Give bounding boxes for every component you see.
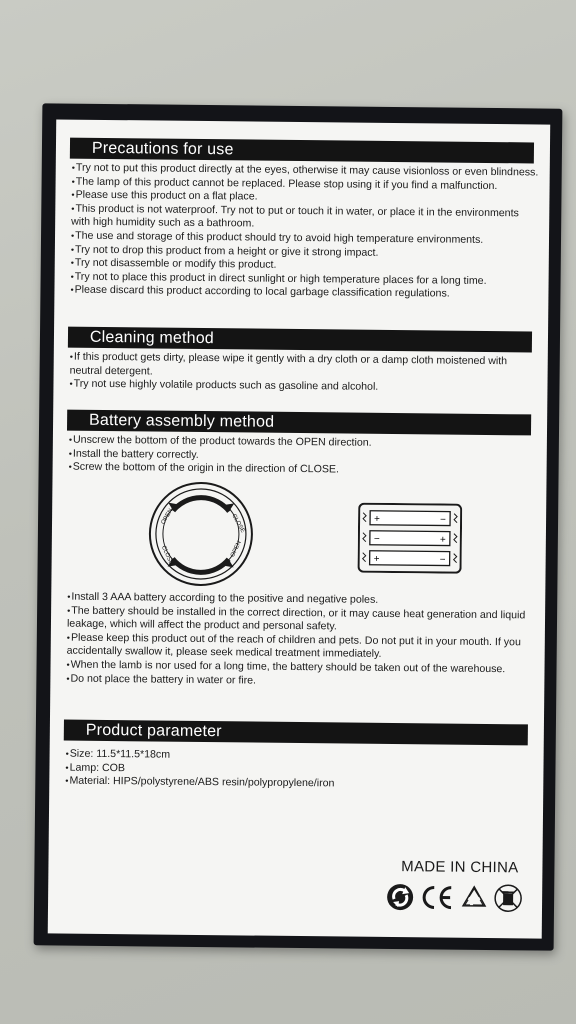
svg-text:−: − [439,554,446,566]
list-item: • Try not use highly volatile products such as gasoline and alcohol. [69,378,537,396]
recycle-circle-icon [386,883,414,911]
list-item: • Material: HIPS/polystyrene/ABS resin/polypropylene/iron [65,775,533,793]
svg-text:+: + [439,534,446,546]
svg-text:−: − [373,533,380,545]
certification-icons [386,883,522,912]
parameters-heading: Product parameter [64,720,528,746]
list-item: • The lamp of this product cannot be replaced. Please stop using it if you find a malfunction. [72,175,540,193]
battery-notes [66,591,541,691]
cleaning-heading: Cleaning method [68,327,532,353]
battery-steps [69,434,537,480]
list-item: • Try not to place this product in direct sunlight or high temperature places for a long time. [71,270,539,288]
list-item: • Install 3 AAA battery according to the positive and negative poles. [67,591,541,610]
weee-bin-icon [494,884,522,912]
list-item: • Try not to put this product directly at the eyes, otherwise it may cause visionloss or even blindness. [72,162,540,180]
cleaning-list [69,351,537,397]
dial-label: OPEN [160,507,175,526]
list-item: • Screw the bottom of the origin in the direction of CLOSE. [69,461,537,479]
dial-label: CLOSE [159,544,174,566]
recycle-triangle-icon [460,884,488,912]
battery-cover-dial-diagram [147,480,254,587]
list-item: • Please discard this product according to local garbage classification regulations. [70,284,538,302]
list-item: • When the lamb is nor used for a long time, the battery should be taken out of the warehouse. [66,659,540,678]
list-item: • Size: 11.5*11.5*18cm [66,748,534,766]
list-item: • The use and storage of this product should try to avoid high temperature environments. [71,230,539,248]
ce-mark-icon [420,883,454,911]
battery-compartment-diagram [358,503,463,574]
label-panel [48,119,550,938]
list-item: • Install the battery correctly. [69,447,537,465]
dial-label: OPEN [230,540,243,559]
battery-heading: Battery assembly method [67,410,531,436]
svg-text:+: + [373,553,380,565]
list-item: • Please keep this product out of the reach of children and pets. Do not put it in your mouth. If you accidentally swallow it, please seek medical treatment immediately. [67,631,541,663]
svg-text:−: − [440,514,446,526]
list-item: • Unscrew the bottom of the product towards the OPEN direction. [69,434,537,452]
list-item: • Please use this product on a flat place. [71,189,539,207]
made-in-label: MADE IN CHINA [401,858,519,877]
parameters-list [65,748,533,794]
dial-label: CLOSE [230,513,246,535]
product-box [34,103,563,950]
precautions-list [70,162,539,303]
list-item: • Try not disassemble or modify this product. [71,257,539,275]
list-item: • Lamp: COB [65,761,533,779]
list-item: • If this product gets dirty, please wipe it gently with a dry cloth or a damp cloth moistened with neutral detergent. [70,351,538,383]
list-item: • The battery should be installed in the correct direction, or it may cause heat generation and liquid leakage, which will affect the product and personal safety. [67,604,541,636]
svg-text:+: + [374,513,380,525]
list-item: • Do not place the battery in water or fire. [66,672,540,691]
list-item: • This product is not waterproof. Try not to put or touch it in water, or place it in the environments with high humidity such as a bathroom. [71,202,539,234]
list-item: • Try not to drop this product from a height or give it strong impact. [71,243,539,261]
precautions-heading: Precautions for use [70,138,534,164]
